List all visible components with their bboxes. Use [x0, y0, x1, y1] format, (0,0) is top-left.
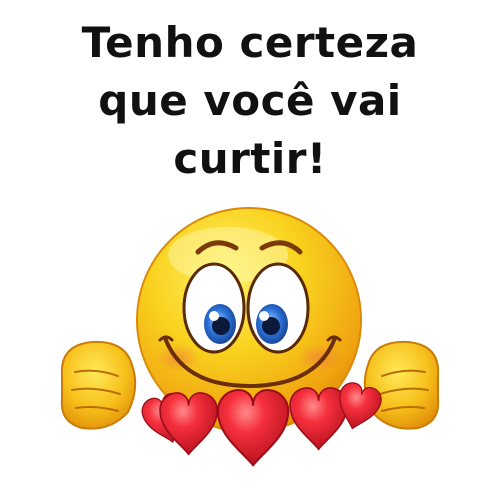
left-eye	[184, 264, 244, 352]
heart-icon	[218, 390, 288, 465]
right-hand	[365, 342, 438, 429]
heart-icon	[290, 388, 347, 449]
left-hand	[62, 342, 135, 429]
headline	[0, 14, 500, 188]
headline-line-1: Tenho certeza	[81, 18, 419, 67]
hearts-garland	[139, 380, 384, 465]
right-cheek	[298, 344, 342, 372]
emoji-illustration	[0, 200, 500, 500]
heart-icon	[160, 393, 217, 454]
right-eye	[248, 264, 308, 352]
headline-line-2: que você vai	[98, 76, 402, 125]
headline-line-3: curtir!	[173, 134, 327, 183]
